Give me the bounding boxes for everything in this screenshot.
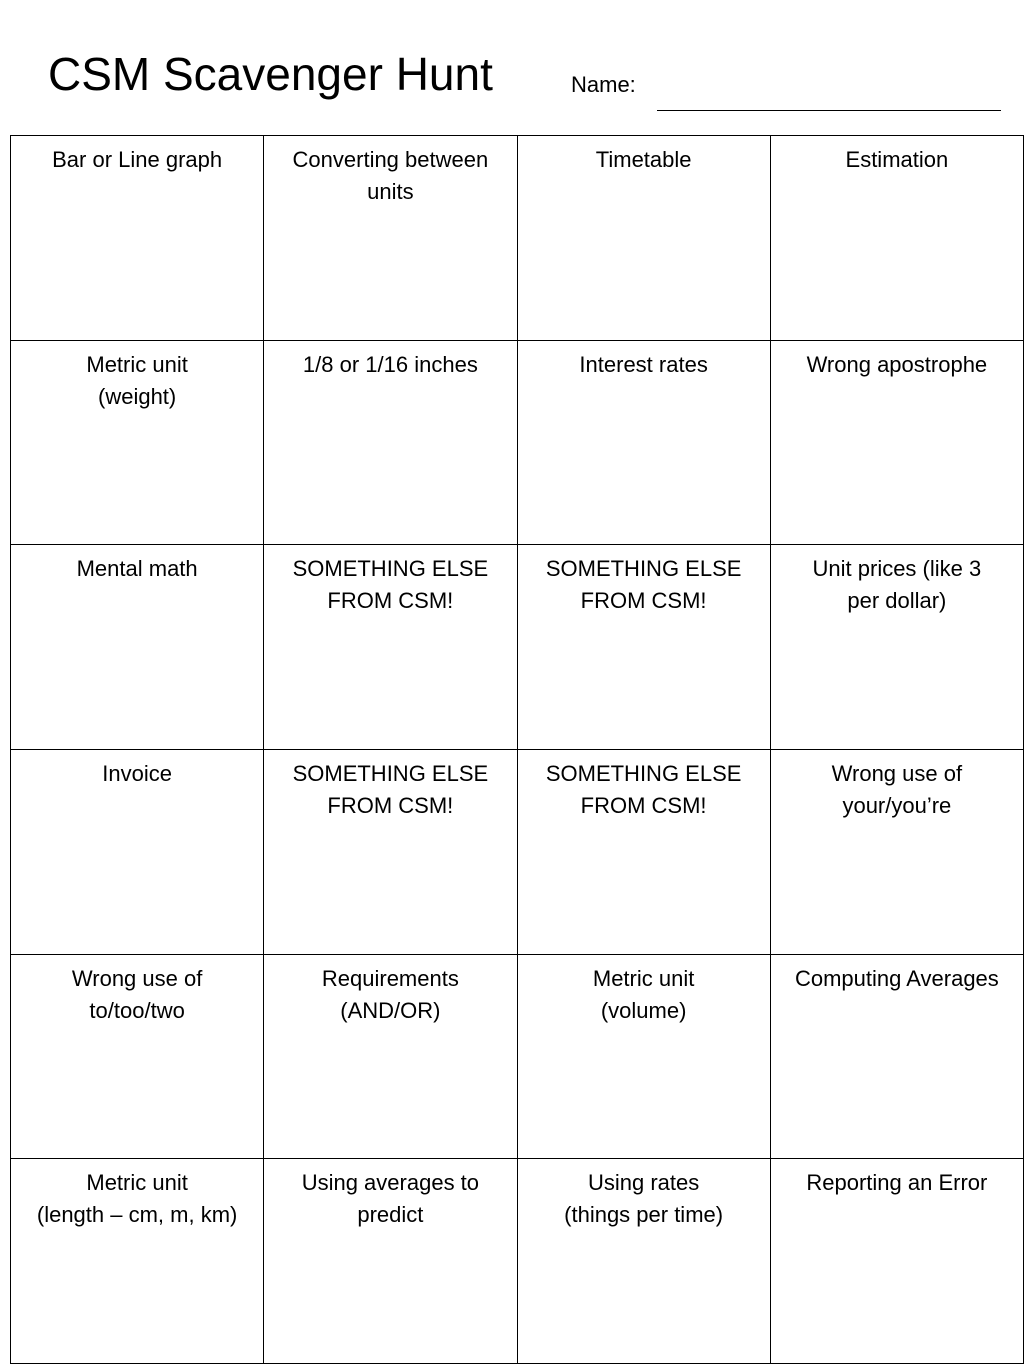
grid-cell: Reporting an Error (770, 1159, 1023, 1364)
grid-cell: Invoice (11, 749, 264, 954)
grid-row (11, 1159, 1024, 1364)
grid-cell: SOMETHING ELSE FROM CSM! (264, 749, 517, 954)
grid-cell: Computing Averages (770, 954, 1023, 1159)
name-blank-line[interactable] (657, 110, 1001, 111)
grid-cell: Wrong use of to/too/two (11, 954, 264, 1159)
name-label: Name: (571, 72, 636, 97)
grid-cell: Mental math (11, 545, 264, 750)
grid-cell: Timetable (517, 136, 770, 341)
grid-cell: Requirements (AND/OR) (264, 954, 517, 1159)
scavenger-hunt-grid (10, 135, 1024, 1364)
grid-cell: Using rates (things per time) (517, 1159, 770, 1364)
grid-cell: SOMETHING ELSE FROM CSM! (517, 545, 770, 750)
grid-cell: Metric unit (volume) (517, 954, 770, 1159)
grid-cell: Wrong use of your/you’re (770, 749, 1023, 954)
grid-cell: Converting between units (264, 136, 517, 341)
grid-row (11, 340, 1024, 545)
grid-cell: Interest rates (517, 340, 770, 545)
grid-row (11, 749, 1024, 954)
page-title: CSM Scavenger Hunt (48, 48, 493, 100)
grid-cell: Metric unit (length – cm, m, km) (11, 1159, 264, 1364)
grid-row (11, 136, 1024, 341)
grid-row (11, 954, 1024, 1159)
grid-cell: 1/8 or 1/16 inches (264, 340, 517, 545)
grid-cell: SOMETHING ELSE FROM CSM! (517, 749, 770, 954)
grid-cell: Unit prices (like 3 per dollar) (770, 545, 1023, 750)
grid-cell: Bar or Line graph (11, 136, 264, 341)
grid-cell: Estimation (770, 136, 1023, 341)
grid-cell: Using averages to predict (264, 1159, 517, 1364)
grid-cell: Wrong apostrophe (770, 340, 1023, 545)
grid-cell: SOMETHING ELSE FROM CSM! (264, 545, 517, 750)
grid-row (11, 545, 1024, 750)
grid-cell: Metric unit (weight) (11, 340, 264, 545)
